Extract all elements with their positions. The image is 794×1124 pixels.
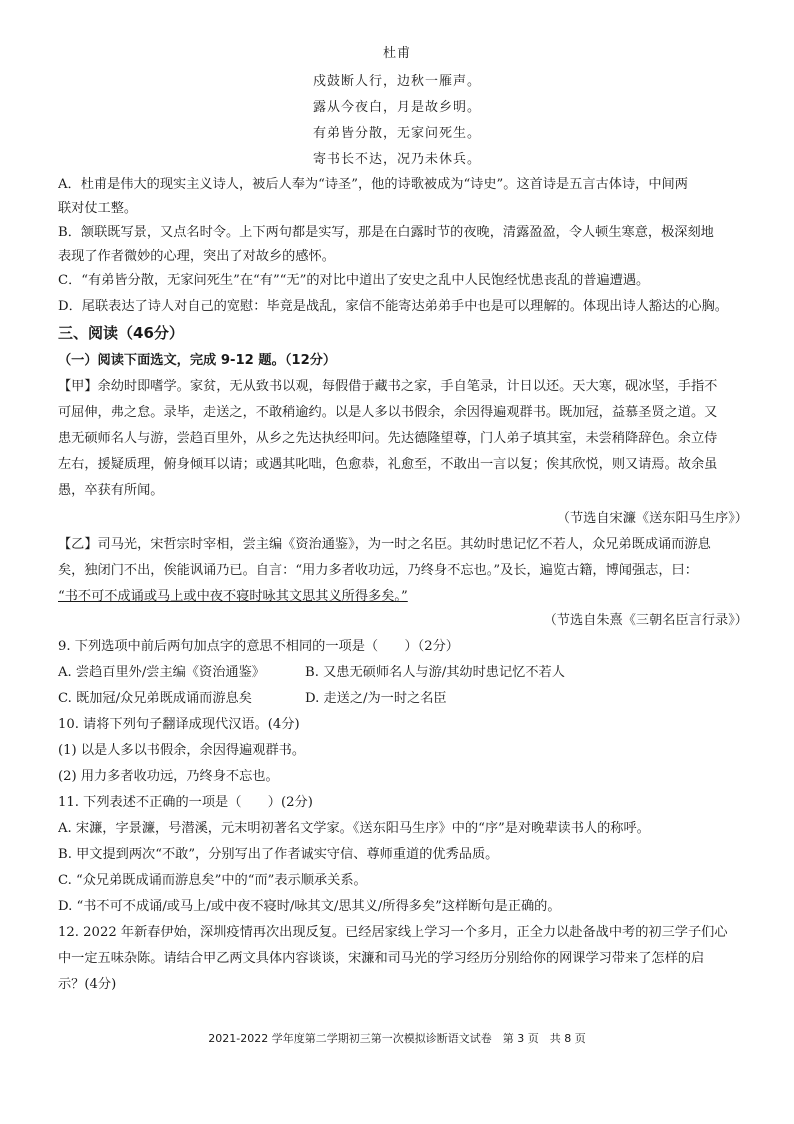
poem-option-b-line2: 表现了作者微妙的心理，突出了对故乡的感怀。 <box>58 249 335 264</box>
yi-line-2: 矣，独闭门不出，俟能讽诵乃已。自言：“用力多者收功远，乃终身不忘也。”及长，遍览古籍，博闻强志，曰： <box>58 563 698 578</box>
page-footer: 2021-2022 学年度第二学期初三第一次模拟诊断语文试卷 第 3 页 共 8 页 <box>208 1032 586 1045</box>
jia-line-4: 左右，援疑质理，俯身倾耳以请；或遇其叱咄，色愈恭，礼愈至，不敢出一言以复；俟其欣悦，则又请焉。故余虽 <box>58 457 718 472</box>
jia-line-2: 可屈伸，弗之怠。录毕，走送之，不敢稍逾约。以是人多以书假余，余因得遍观群书。既加冠，益慕圣贤之道。又 <box>58 405 718 420</box>
section-3-title: 三、阅读（46分） <box>58 324 184 342</box>
poem-option-c: C．“有弟皆分散，无家问死生”在“有”“无”的对比中道出了安史之乱中人民饱经忧患丧乱的普遍遭遇。 <box>58 273 650 288</box>
yi-line-1: 【乙】司马光，宋哲宗时宰相，尝主编《资治通鉴》，为一时之名臣。其幼时患记忆不若人，众兄弟既成诵而游息 <box>58 537 711 552</box>
q11-option-c: C. “众兄弟既成诵而游息矣”中的“而”表示顺承关系。 <box>58 873 367 888</box>
poem-line-4: 寄书长不达，况乃未休兵。 <box>312 152 481 167</box>
subsection-1-title: （一）阅读下面选文，完成 9-12 题。（12分） <box>58 353 337 368</box>
jia-line-1: 【甲】余幼时即嗜学。家贫，无从致书以观，每假借于藏书之家，手自笔录，计日以还。天大寒，砚冰坚，手指不 <box>58 379 718 394</box>
jia-line-3: 患无硕师名人与游，尝趋百里外，从乡之先达执经叩问。先达德隆望尊，门人弟子填其室，未尝稍降辞色。余立侍 <box>58 431 718 446</box>
poem-option-b-line1: B．颔联既写景，又点名时令。上下两句都是实写，那是在白露时节的夜晚，清露盈盈，令人顿生寒意，极深刻地 <box>58 225 714 240</box>
q9-option-c: C. 既加冠/众兄弟既成诵而游息矣 <box>58 691 252 706</box>
poem-line-3: 有弟皆分散，无家问死生。 <box>312 126 481 141</box>
poem-option-a-line2: 联对仗工整。 <box>58 201 138 216</box>
q11-option-b: B. 甲文提到两次“不敢”，分别写出了作者诚实守信、尊师重道的优秀品质。 <box>58 847 499 862</box>
q12-line-3: 示？(4分) <box>58 977 117 992</box>
q11-option-d: D. “书不可不成诵/或马上/或中夜不寝时/咏其文/思其义/所得多矣”这样断句是正确的。 <box>58 899 561 914</box>
q9-option-b: B. 又患无硕师名人与游/其幼时患记忆不若人 <box>305 665 565 680</box>
q10-stem: 10. 请将下列句子翻译成现代汉语。(4分) <box>58 717 300 732</box>
poem-author: 杜甫 <box>382 46 411 61</box>
poem-line-1: 戍鼓断人行，边秋一雁声。 <box>312 74 481 89</box>
poem-line-2: 露从今夜白，月是故乡明。 <box>312 100 481 115</box>
jia-source: （节选自宋濂《送东阳马生序》） <box>556 511 748 526</box>
poem-option-a-line1: A．杜甫是伟大的现实主义诗人，被后人奉为“诗圣”，他的诗歌被成为“诗史”。这首诗是五言古体诗，中间两 <box>58 177 688 192</box>
yi-source: （节选自朱熹《三朝名臣言行录》） <box>543 613 748 628</box>
q11-option-a: A. 宋濂，字景濂，号潜溪，元末明初著名文学家。《送东阳马生序》中的“序”是对晚辈读书人的称呼。 <box>58 821 650 836</box>
q9-option-d: D. 走送之/为一时之名臣 <box>305 691 447 706</box>
jia-line-5: 愚，卒获有所闻。 <box>58 483 164 498</box>
q12-line-1: 12. 2022 年新春伊始，深圳疫情再次出现反复。已经居家线上学习一个多月，正全力以赴备战中考的初三学子们心 <box>58 925 728 940</box>
q10-sentence-2: (2) 用力多者收功远，乃终身不忘也。 <box>58 769 279 784</box>
q9-stem: 9. 下列选项中前后两句加点字的意思不相同的一项是（ ）（2分） <box>58 639 459 654</box>
poem-option-d: D．尾联表达了诗人对自己的宽慰：毕竟是战乱，家信不能寄达弟弟手中也是可以理解的。体现出诗人豁达的心胸。 <box>58 299 728 314</box>
q10-sentence-1: (1) 以是人多以书假余，余因得遍观群书。 <box>58 743 306 758</box>
yi-line-3: “书不可不成诵或马上或中夜不寝时咏其文思其义所得多矣。” <box>58 589 408 604</box>
q9-option-a: A. 尝趋百里外/尝主编《资治通鉴》 <box>58 665 265 680</box>
q12-line-2: 中一定五味杂陈。请结合甲乙两文具体内容谈谈，宋濂和司马光的学习经历分别给你的网课学习带来了怎样的启 <box>58 951 705 966</box>
q11-stem: 11. 下列表述不正确的一项是（ ）(2分) <box>58 795 313 810</box>
